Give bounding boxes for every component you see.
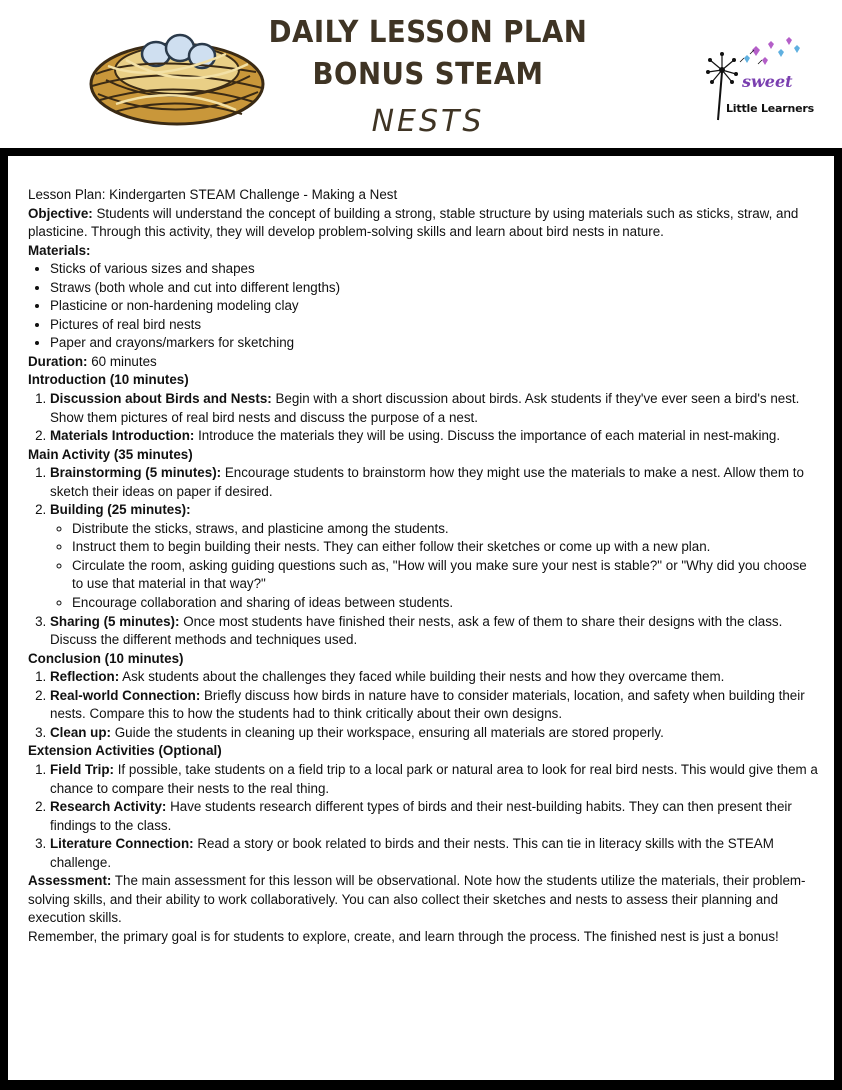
page-header xyxy=(0,0,842,148)
main-list xyxy=(28,464,818,649)
bird-nest-icon xyxy=(86,14,268,132)
list-item: 1. Brainstorming (5 minutes): Encourage students to brainstorm how they might use the materials to make a nest. Allow them to sketch their ideas on paper if desired. xyxy=(50,464,818,501)
extension-heading: Extension Activities (Optional) xyxy=(28,743,222,759)
list-item: 3. Literature Connection: Read a story or book related to birds and their nests. This can tie in literacy skills with the STEAM challenge. xyxy=(50,835,818,872)
list-item: • Straws (both whole and cut into different lengths) xyxy=(50,279,818,298)
title-line-1: DAILY LESSON PLAN xyxy=(268,15,588,50)
assessment-label: Assessment: xyxy=(28,873,112,889)
list-item: ◦ Distribute the sticks, straws, and plasticine among the students. xyxy=(72,520,818,539)
title-line-2: BONUS STEAM xyxy=(312,57,544,92)
list-item: ◦ Encourage collaboration and sharing of ideas between students. xyxy=(72,594,818,613)
doc-heading: Lesson Plan: Kindergarten STEAM Challenge - Making a Nest xyxy=(28,187,398,202)
list-item: 3. Sharing (5 minutes): Once most students have finished their nests, ask a few of them to share their designs with the class. Discuss the different methods and techniques used. xyxy=(50,613,818,650)
list-item: • Paper and crayons/markers for sketching xyxy=(50,334,818,353)
list-item: 2. Building (25 minutes): ◦ Distribute the sticks, straws, and plasticine among the students. ◦ Instruct them to begin building their nests. They can either follow their sketches or come up with a new plan. ◦ Circulate the room, asking guiding questions such as, "How will you make sure your nest is stable?" or "Why did you choose to use that material in that way?" ◦ Encourage collaboration and sharing of ideas between students. xyxy=(50,501,818,612)
materials-label: Materials: xyxy=(28,242,91,258)
materials-list xyxy=(28,260,818,353)
duration-label: Duration: xyxy=(28,353,88,369)
list-item: 2. Real-world Connection: Briefly discuss how birds in nature have to consider materials, location, and safety when building their nests. Compare this to how the students had to think critically about their own designs. xyxy=(50,687,818,724)
title-line-3: NESTS xyxy=(371,104,485,139)
list-item: 1. Reflection: Ask students about the challenges they faced while building their nests and how they overcame them. xyxy=(50,668,818,687)
title-block xyxy=(250,12,606,144)
closing-paragraph: Remember, the primary goal is for students to explore, create, and learn through the process. The finished nest is just a bonus! xyxy=(28,928,779,944)
list-item: 2. Materials Introduction: Introduce the materials they will be using. Discuss the importance of each material in nest-making. xyxy=(50,427,818,446)
logo-word-little-learners: Little Learners xyxy=(726,102,814,115)
list-item: • Sticks of various sizes and shapes xyxy=(50,260,818,279)
content-panel xyxy=(8,156,834,1080)
list-item: ◦ Circulate the room, asking guiding questions such as, "How will you make sure your nest is stable?" or "Why did you choose to use that material in that way?" xyxy=(72,557,818,594)
objective-label: Objective: xyxy=(28,205,93,221)
list-item: • Plasticine or non-hardening modeling clay xyxy=(50,297,818,316)
intro-heading: Introduction (10 minutes) xyxy=(28,372,189,388)
main-heading: Main Activity (35 minutes) xyxy=(28,446,193,462)
lesson-text xyxy=(28,186,818,946)
objective-paragraph xyxy=(28,205,818,242)
logo-word-sweet: sweet xyxy=(742,72,793,91)
assessment-text: The main assessment for this lesson will be observational. Note how the students utilize the materials, their problem-solving skills, and their ability to work collaboratively. You can also collect their sketches and nests to assess their planning and execution skills. xyxy=(28,873,806,926)
content-frame xyxy=(0,148,842,1090)
list-item: 1. Field Trip: If possible, take students on a field trip to a local park or natural area to look for real bird nests. This would give them a chance to compare their nests to the real thing. xyxy=(50,761,818,798)
list-item: 2. Research Activity: Have students research different types of birds and their nest-building habits. They can then present their findings to the class. xyxy=(50,798,818,835)
list-item: 3. Clean up: Guide the students in cleaning up their workspace, ensuring all materials are stored properly. xyxy=(50,724,818,743)
intro-list xyxy=(28,390,818,446)
duration-paragraph xyxy=(28,353,818,372)
conclusion-heading: Conclusion (10 minutes) xyxy=(28,650,184,666)
list-item: • Pictures of real bird nests xyxy=(50,316,818,335)
extension-list xyxy=(28,761,818,872)
objective-text: Students will understand the concept of building a strong, stable structure by using materials such as sticks, straw, and plasticine. Through this activity, they will develop problem-solving skills and learn about bird nests in nature. xyxy=(28,205,799,240)
list-item: 1. Discussion about Birds and Nests: Begin with a short discussion about birds. Ask students if they've ever seen a bird's nest. Show them pictures of real bird nests and discuss the purpose of a nest. xyxy=(50,390,818,427)
list-item: ◦ Instruct them to begin building their nests. They can either follow their sketches or come up with a new plan. xyxy=(72,538,818,557)
assessment-paragraph xyxy=(28,872,818,928)
conclusion-list xyxy=(28,668,818,742)
duration-text: 60 minutes xyxy=(87,353,157,369)
building-sublist xyxy=(50,520,818,613)
